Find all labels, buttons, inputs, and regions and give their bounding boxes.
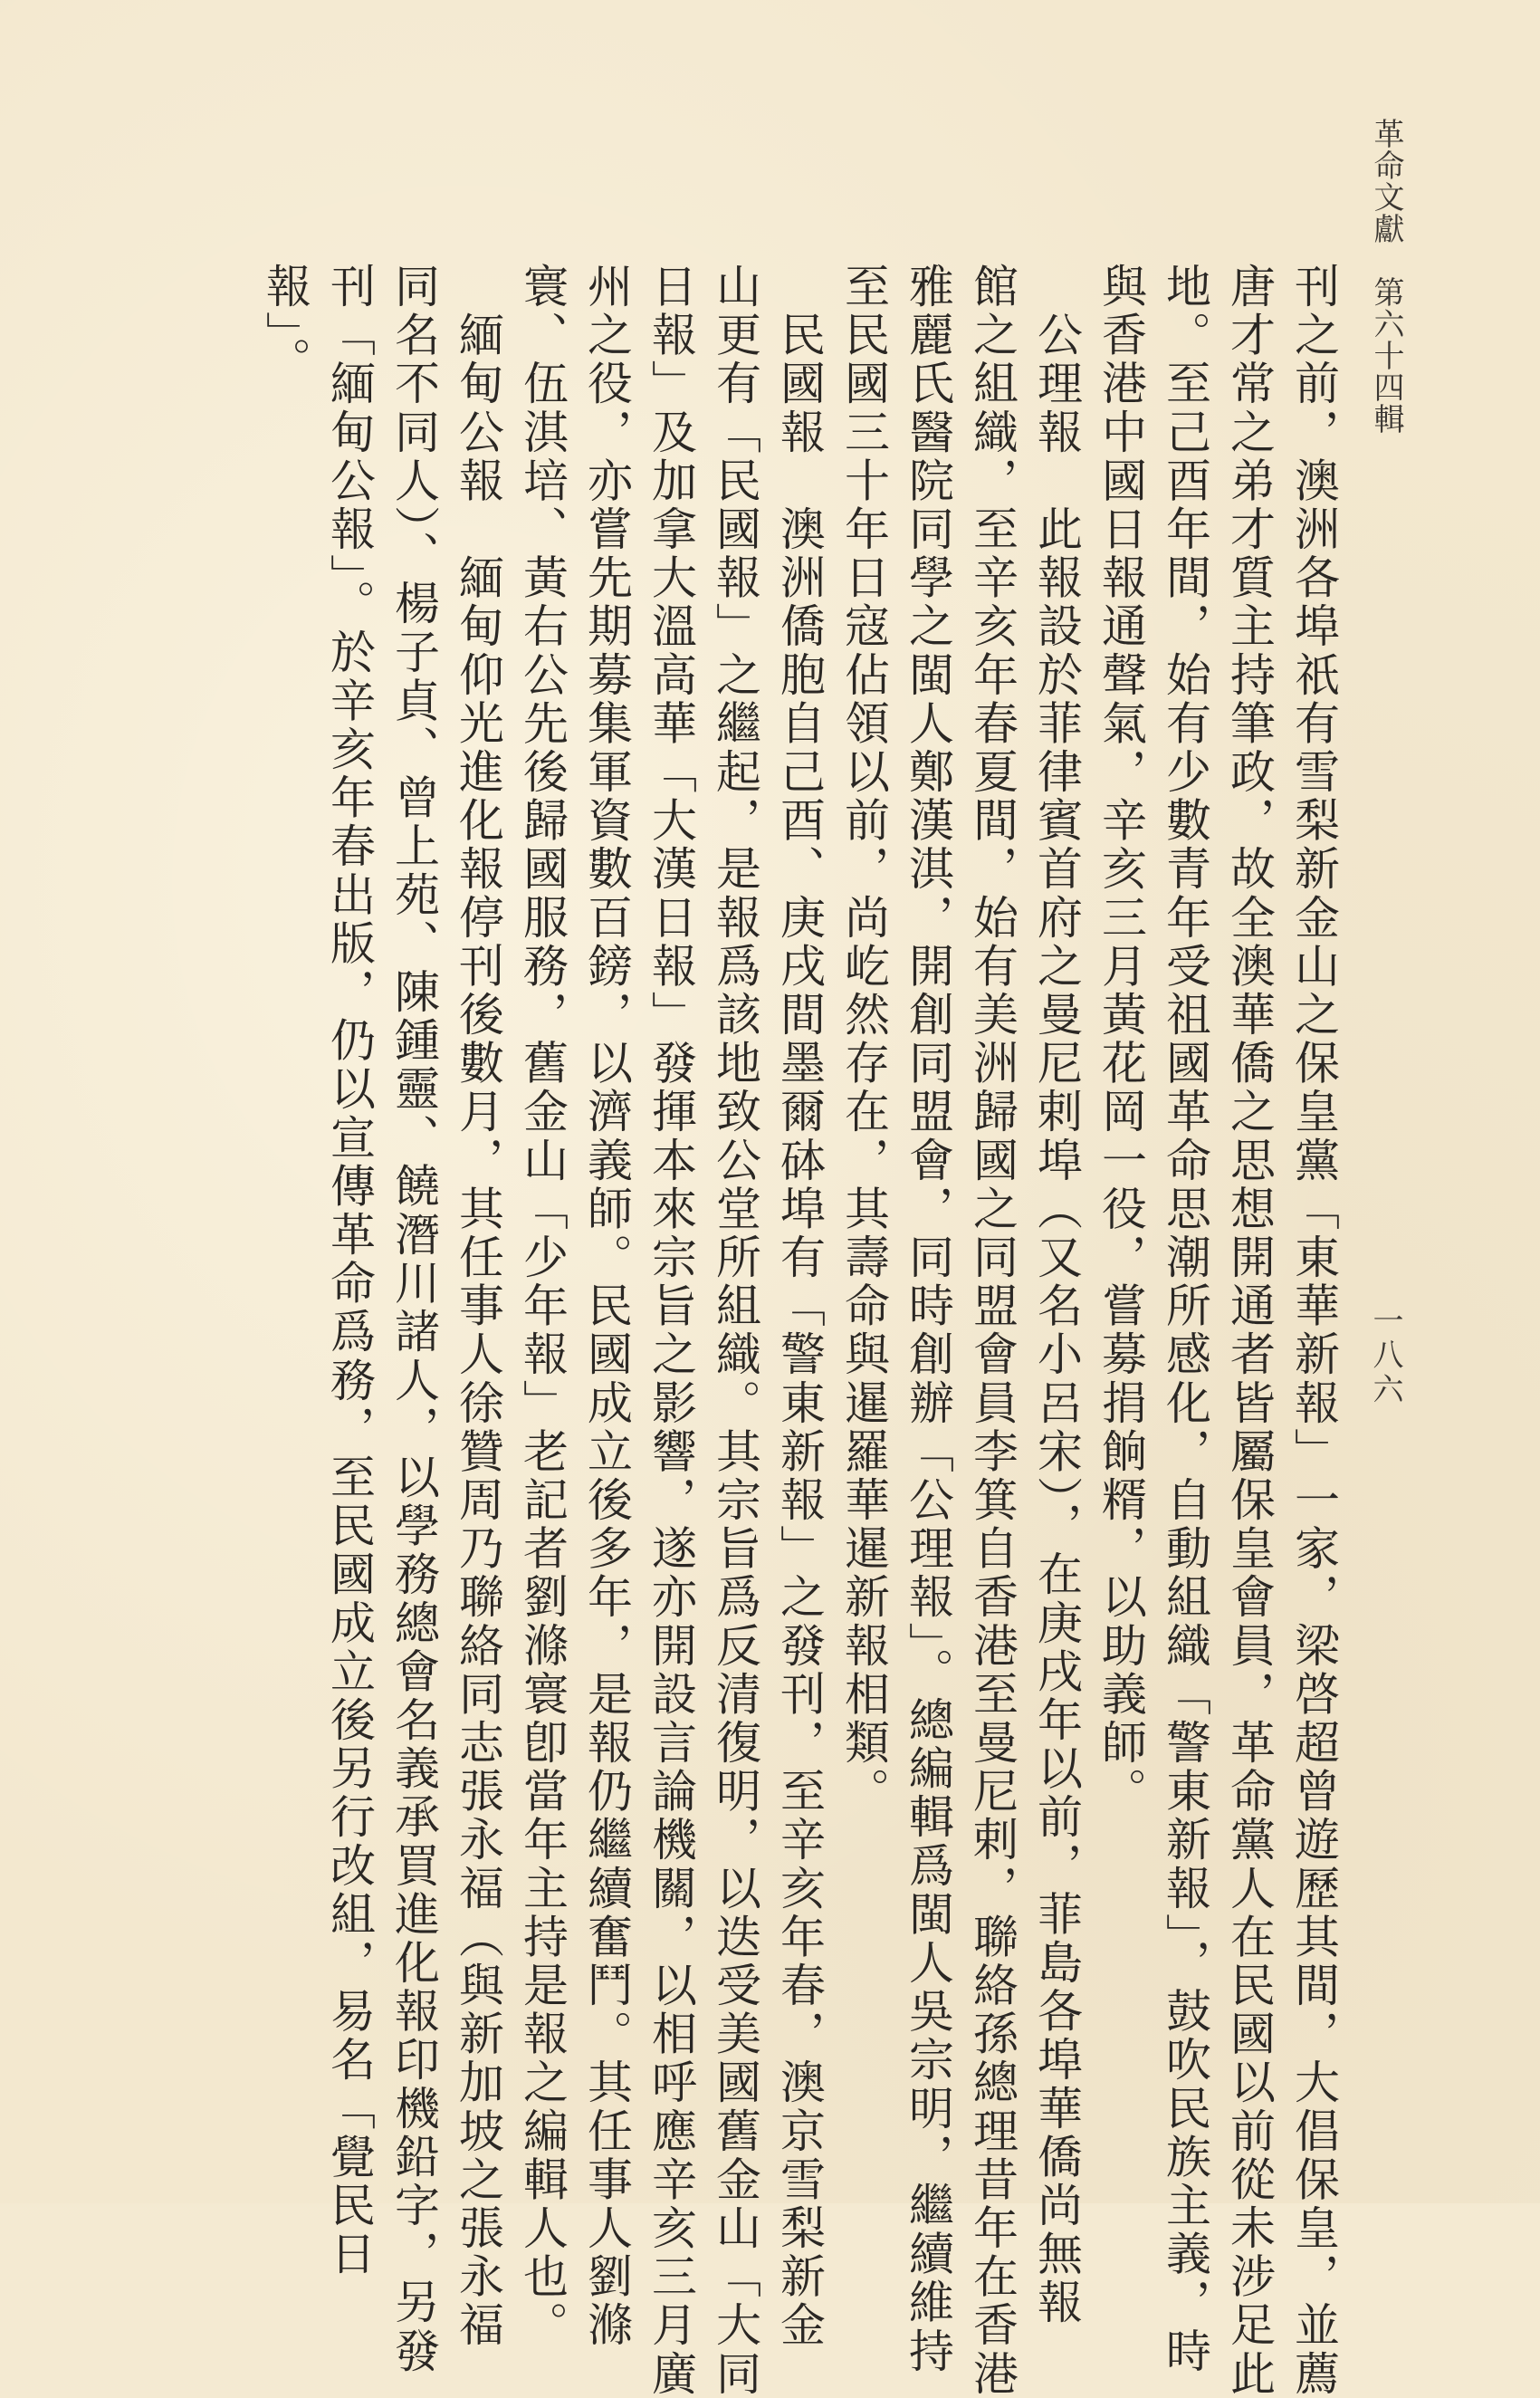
- text-column-13: 寰、伍淇培、黃右公先後歸國服務，舊金山「少年報」老記者劉滌寰卽當年主持是報之編輯人也。: [516, 263, 569, 2350]
- section-miandiangongbao-start: 緬甸公報 緬甸仰光進化報停刊後數月，其任事人徐贊周乃聯絡同志張永福（與新加坡之張永福: [452, 263, 504, 2350]
- text-column-10: 山更有「民國報」之繼起，是報爲該地致公堂所組織。其宗旨爲反清復明，以迭受美國舊金山「大同: [709, 263, 761, 2398]
- text-column-1: 刊之前，澳洲各埠祇有雪梨新金山之保皇黨「東華新報」一家，梁啓超曾遊歷其間，大倡保皇，並薦: [1287, 263, 1340, 2398]
- text-column-11: 日報」及加拿大溫高華「大漢日報」發揮本來宗旨之影響，遂亦開設言論機關，以相呼應辛亥三月廣: [645, 263, 697, 2398]
- text-column-3: 地。至己酉年間，始有少數青年受祖國革命思潮所感化，自動組織「警東新報」，鼓吹民族主義，時: [1159, 263, 1211, 2376]
- text-column-12: 州之役，亦嘗先期募集軍資數百鎊，以濟義師。民國成立後多年，是報仍繼續奮鬥。其任事人劉滌: [580, 263, 633, 2350]
- section-gonglibao-start: 公理報 此報設於菲律賓首府之曼尼剌埠（又名小呂宋），在庚戌年以前，菲島各埠華僑尚無報: [1030, 263, 1083, 2327]
- text-column-4: 與香港中國日報通聲氣，辛亥三月黃花岡一役，嘗募捐餉糈，以助義師。: [1095, 263, 1147, 1817]
- text-column-15: 同名不同人）、楊子貞、曾上苑、陳鍾靈、饒潛川諸人，以學務總會名義承買進化報印機鉛字，另發: [387, 263, 440, 2376]
- text-column-7: 雅麗氏醫院同學之閩人鄭漢淇，開創同盟會，同時創辦「公理報」。總編輯爲閩人吳宗明，繼續維持: [902, 263, 954, 2376]
- text-column-2: 唐才常之弟才質主持筆政，故全澳華僑之思想開通者皆屬保皇會員，革命黨人在民國以前從未涉足此: [1223, 263, 1276, 2398]
- text-column-6: 館之組織，至辛亥年春夏間，始有美洲歸國之同盟會員李箕自香港至曼尼剌，聯絡孫總理昔年在香港: [966, 263, 1019, 2398]
- text-column-8: 至民國三十年日寇佔領以前，尚屹然存在，其壽命與暹羅華暹新報相類。: [837, 263, 890, 1817]
- running-header: 革命文獻 第六十四輯: [1368, 118, 1404, 435]
- page-number: 一八六: [1367, 1304, 1403, 1407]
- text-column-16: 刊「緬甸公報」。於辛亥年春出版，仍以宣傳革命爲務，至民國成立後另行改組，易名「覺民日: [323, 263, 376, 2279]
- section-minguobao-start: 民國報 澳洲僑胞自己酉、庚戌間墨爾砵埠有「警東新報」之發刊，至辛亥年春，澳京雪梨新金: [773, 263, 826, 2350]
- text-column-17: 報」。: [259, 263, 311, 386]
